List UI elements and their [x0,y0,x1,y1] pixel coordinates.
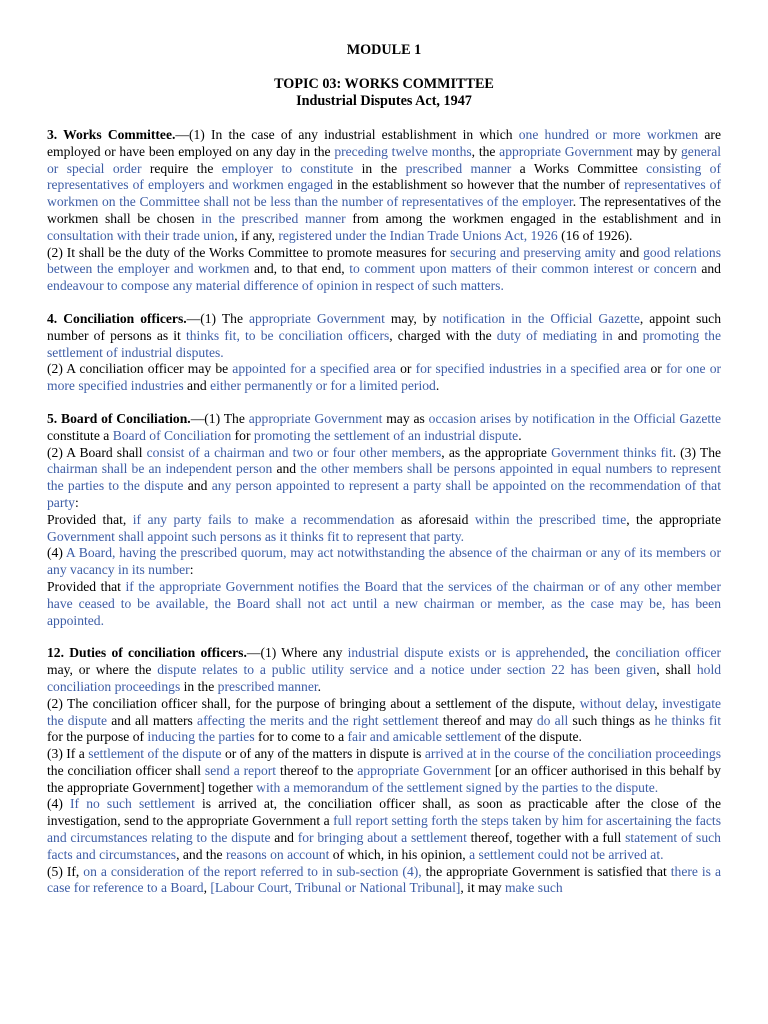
highlighted-text: good relations between the employer and workmen [47,244,721,277]
text-run: , the appropriate [626,511,721,527]
section-heading: 5. Board of Conciliation. [47,410,191,426]
highlighted-text: Government thinks fit [551,444,673,460]
highlighted-text: registered under the Indian Trade Unions Act, 1926 [278,227,558,243]
paragraph [47,545,721,579]
paragraph [47,445,721,512]
text-run: , [203,880,211,896]
paragraph [47,645,721,695]
highlighted-text: make such [504,880,563,896]
highlighted-text: representatives of workmen on the Committee shall not be less than the number of representatives of the employer [47,177,721,210]
paragraph [47,696,721,746]
text-run: for [231,427,254,443]
text-run: and [270,830,298,846]
highlighted-text: Board of Conciliation [112,427,232,443]
highlighted-text: thinks fit, to be conciliation officers [185,327,390,343]
text-run: , as the appropriate [441,444,552,460]
text-run: is arrived at, the conciliation officer shall, as soon as practicable after the close of the investigation, send to the appropriate Government a [47,796,721,829]
text-run: , shall [656,662,697,678]
text-run: : [189,562,194,578]
text-run: and [612,327,643,343]
highlighted-text: industrial dispute exists or is apprehended [347,645,586,661]
highlighted-text: on a consideration of the report referred to in sub-section (4), [83,863,422,879]
text-run: thereof to the [276,762,358,778]
highlighted-text: consultation with their trade union [47,227,235,243]
highlighted-text: general or special order [47,143,721,176]
act-title: Industrial Disputes Act, 1947 [296,93,472,109]
text-run: (4) [47,796,70,812]
highlighted-text: A Board, having the prescribed quorum, may act notwithstanding the absence of the chairman or any of its members or any vacancy in its number [47,545,721,578]
text-run: , and the [176,846,226,862]
highlighted-text: do all [536,712,569,728]
text-run: from among the workmen engaged in the establishment and in [345,210,722,226]
highlighted-text: statement of such facts and circumstances [47,830,721,862]
text-run: in the [353,160,406,176]
text-run: (2) The conciliation officer shall, for the purpose of bringing about a settlement of the dispute, [47,695,580,711]
text-run: Provided that [47,578,126,594]
paragraph [47,245,721,295]
paragraph [47,579,721,629]
highlighted-text: appropriate Government [499,143,633,159]
text-run: . The representatives of the workmen shall be chosen [47,194,721,226]
section-1 [47,311,721,395]
text-run: , [654,695,663,711]
highlighted-text: investigate the dispute [47,695,722,728]
text-run: may by [632,143,681,159]
highlighted-text: chairman shall be an independent person [47,461,273,477]
text-run: . (3) The [672,444,722,460]
text-run: the appropriate Government is satisfied that [421,863,671,879]
highlighted-text: one hundred or more workmen [518,127,699,142]
highlighted-text: send a report [204,762,277,778]
text-run: thereof, together with a full [466,830,626,846]
text-run: a Works Committee [511,160,647,176]
highlighted-text: in the prescribed manner [201,210,346,226]
text-run: may as [382,410,429,426]
text-run: or of any of the matters in dispute is [221,746,425,762]
highlighted-text: prescribed manner [217,678,318,694]
highlighted-text: within the prescribed time [474,511,627,527]
text-run: of the dispute. [501,729,582,745]
text-run: the conciliation officer shall [47,762,205,778]
text-run: —(1) Where any [246,645,348,661]
text-run: —(1) The [186,310,250,326]
text-run: for the purpose of [47,729,148,745]
highlighted-text: preceding twelve months [334,143,472,159]
highlighted-text: consist of a chairman and two or four other members [146,444,442,460]
text-run: or [646,361,666,377]
text-run: (2) A Board shall [47,444,147,460]
highlighted-text: notification in the Official Gazette [442,310,640,326]
highlighted-text: if any party fails to make a recommendation [132,511,395,527]
highlighted-text: there is a case for reference to a Board [47,863,721,896]
text-run: constitute a [47,427,113,443]
highlighted-text: reasons on account [225,846,330,862]
section-0 [47,127,721,295]
highlighted-text: appropriate Government [357,762,491,778]
paragraph [47,746,721,796]
highlighted-text: if the appropriate Government notifies the Board that the services of the chairman or of any other member have ceased to be available, the Board shall not act until a new chairman or member, as the case may be, has been appointed. [47,578,721,628]
section-2 [47,411,721,629]
highlighted-text: hold conciliation proceedings [47,662,722,694]
section-heading: 3. Works Committee. [47,127,176,142]
text-run: may, or where the [47,662,158,678]
highlighted-text: promoting the settlement of industrial disputes. [47,327,721,360]
text-run: such things as [568,712,655,728]
paragraph [47,512,721,546]
text-run: , charged with the [389,327,497,343]
highlighted-text: employer to constitute [221,160,354,176]
highlighted-text: occasion arises by notification in the Official Gazette [428,410,721,426]
highlighted-text: a settlement could not be arrived at. [469,846,664,862]
topic-title: TOPIC 03: WORKS COMMITTEE [274,76,494,92]
text-run: —(1) In the case of any industrial establishment in which [175,127,519,142]
highlighted-text: promoting the settlement of an industrial dispute [253,427,519,443]
section-heading: 12. Duties of conciliation officers. [47,645,247,661]
paragraph [47,127,721,245]
text-run: in the establishment so however that the number of [332,177,625,193]
module-title: MODULE 1 [346,42,422,58]
highlighted-text: fair and amicable settlement [347,729,502,745]
text-run: (4) [47,545,66,561]
text-run: (2) A conciliation officer may be [47,361,233,377]
document-body [47,127,721,897]
text-run: and [272,461,301,477]
highlighted-text: appropriate Government [249,310,385,326]
highlighted-text: dispute relates to a public utility service and a notice under section 22 has been given [157,662,657,678]
section-3 [47,645,721,897]
text-run: (3) If a [47,746,89,762]
text-run: require the [141,160,222,176]
text-run: . [317,678,322,694]
highlighted-text: duty of mediating in [496,327,613,343]
highlighted-text: appropriate Government [248,410,383,426]
text-run: in the [180,678,218,694]
highlighted-text: any person appointed to represent a party shall be appointed on the recommendation of that party [47,478,721,510]
text-run: (16 of 1926). [557,227,633,243]
section-heading: 4. Conciliation officers. [47,310,187,326]
highlighted-text: full report setting forth the steps taken by him for ascertaining the facts and circumstances relating to the dispute [47,813,722,846]
text-run: , appoint such number of persons as it [47,310,721,343]
paragraph [47,411,721,445]
text-run: as aforesaid [394,511,475,527]
text-run: —(1) The [190,410,249,426]
text-run: (5) If, [47,863,84,879]
text-run: (2) It shall be the duty of the Works Committee to promote measures for [47,244,451,260]
text-run: thereof and may [438,712,537,728]
paragraph [47,796,721,863]
highlighted-text: consisting of representatives of employers and workmen engaged [47,160,722,193]
text-run: , the [585,645,616,661]
highlighted-text: for specified industries in a specified area [415,361,647,377]
text-run: for to come to a [254,729,348,745]
highlighted-text: without delay [579,695,655,711]
highlighted-text: for bringing about a settlement [297,830,467,846]
highlighted-text: settlement of the dispute [88,746,222,762]
text-run: and [183,378,211,394]
text-run: , the [471,143,500,159]
text-run: , if any, [234,227,279,243]
text-run: , it may [460,880,505,896]
text-run: and [615,244,644,260]
paragraph [47,864,721,898]
highlighted-text: inducing the parties [147,729,255,745]
highlighted-text: endeavour to compose any material difference of opinion in respect of such matters. [47,278,504,294]
text-run: are employed or have been employed on any day in the [47,127,721,159]
highlighted-text: If no such settlement [70,796,195,812]
paragraph [47,361,721,395]
highlighted-text: arrived at in the course of the conciliation proceedings [424,746,721,762]
section-gap [47,629,721,645]
highlighted-text: [Labour Court, Tribunal or National Tribunal] [210,880,461,896]
text-run: may, by [384,310,443,326]
text-run: and, to that end, [249,261,350,277]
highlighted-text: prescribed manner [405,160,512,176]
text-run: and [696,261,721,277]
highlighted-text: the other members shall be persons appointed in equal numbers to represent the parties to the dispute [47,461,721,494]
highlighted-text: either permanently or for a limited period [210,378,436,394]
text-run: Provided that, [47,511,133,527]
text-run: [or an officer authorised in this behalf by the appropriate Government] together [47,762,721,795]
paragraph [47,311,721,361]
highlighted-text: affecting the merits and the right settlement [197,712,439,728]
text-run: and [183,478,212,494]
highlighted-text: securing and preserving amity [450,244,616,260]
highlighted-text: Government shall appoint such persons as it thinks fit to represent that party. [47,528,465,544]
highlighted-text: to comment upon matters of their common interest or concern [349,261,697,277]
text-run: or [395,361,416,377]
highlighted-text: for one or more specified industries [47,361,722,394]
text-run: of which, in his opinion, [329,846,470,862]
text-run: . [518,427,522,443]
text-run: : [74,494,79,510]
highlighted-text: with a memorandum of the settlement signed by the parties to the dispute. [256,779,659,795]
highlighted-text: appointed for a specified area [232,361,396,377]
section-gap [47,295,721,311]
text-run: and all matters [107,712,198,728]
text-run: . [435,378,440,394]
highlighted-text: conciliation officer [615,645,722,661]
highlighted-text: he thinks fit [654,712,722,728]
section-gap [47,395,721,411]
